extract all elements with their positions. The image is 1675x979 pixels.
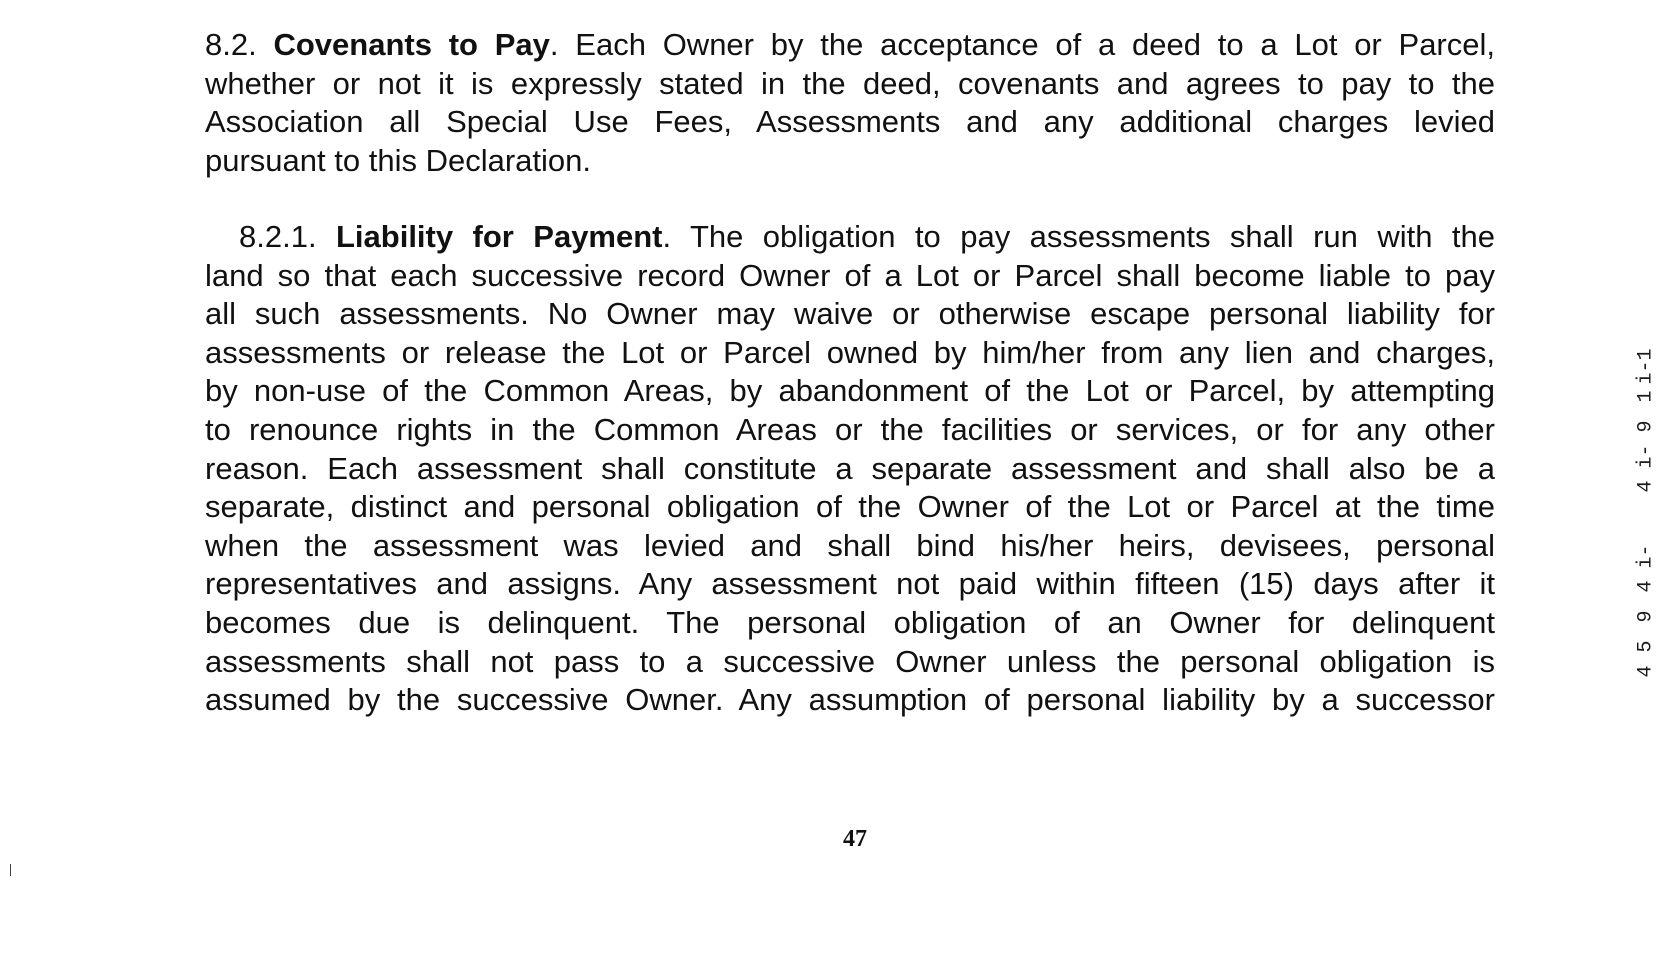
section-8-2-1-line-4: assessments or release the Lot or Parcel owned by him/her from any lien and charges, (205, 334, 1495, 370)
margin-mark (10, 864, 11, 876)
section-8-2-1-paragraph (205, 218, 1495, 720)
section-8-2-1-line-11: becomes due is delinquent. The personal obligation of an Owner for delinquent (205, 604, 1495, 640)
bates-segment: 4 (1634, 665, 1658, 678)
bates-segment: 9 (1634, 420, 1658, 433)
bates-stamp (1628, 348, 1664, 685)
section-8-2-1-heading: Liability for Payment (335, 219, 663, 254)
bates-segment: 4 (1634, 580, 1658, 593)
section-8-2-heading: Covenants to Pay (273, 27, 550, 62)
bates-segment: i- (1634, 444, 1658, 469)
section-8-2-line-1: 8.2. Covenants to Pay. Each Owner by the acceptance of a deed to a Lot or Parcel, (205, 27, 1495, 62)
section-8-2-1-line-1: 8.2.1. Liability for Payment. The obligation to pay assessments shall run with the (239, 219, 1495, 254)
section-8-2-number: 8.2. (205, 27, 257, 62)
bates-segment: 1 (1634, 390, 1658, 403)
section-8-2-1-line-12: assessments shall not pass to a successive Owner unless the personal obligation is (205, 643, 1495, 679)
section-8-2-1-line-5: by non-use of the Common Areas, by abandonment of the Lot or Parcel, by attempting (205, 373, 1495, 409)
section-8-2-1-line-3: all such assessments. No Owner may waive or otherwise escape personal liability for (205, 296, 1495, 332)
bates-segment: i- (1634, 544, 1658, 569)
section-8-2-1-line-2: land so that each successive record Owner of a Lot or Parcel shall become liable to pay (205, 257, 1495, 293)
bates-segment: i-1 (1634, 348, 1658, 385)
section-8-2-1-line-7: reason. Each assessment shall constitute a separate assessment and shall also be a (205, 450, 1495, 486)
section-8-2-1-line-10: representatives and assigns. Any assessment not paid within fifteen (15) days after it (205, 566, 1495, 602)
section-8-2-1-line-9: when the assessment was levied and shall bind his/her heirs, devisees, personal (205, 527, 1495, 563)
bates-segment: 4 (1634, 480, 1658, 493)
section-8-2-line-2: whether or not it is expressly stated in the deed, covenants and agrees to pay to the (205, 65, 1495, 101)
section-8-2-1-line-6: to renounce rights in the Common Areas or the facilities or services, or for any other (205, 411, 1495, 447)
bates-segment: 5 (1634, 640, 1658, 653)
section-8-2-line-4: pursuant to this Declaration. (205, 142, 591, 178)
section-8-2-1-line-8: separate, distinct and personal obligation of the Owner of the Lot or Parcel at the time (205, 489, 1495, 525)
section-8-2-1-line-13: assumed by the successive Owner. Any assumption of personal liability by a successor (205, 682, 1495, 718)
bates-segment: 9 (1634, 610, 1658, 623)
page-number: 47 (843, 826, 867, 852)
section-8-2-line-3: Association all Special Use Fees, Assessments and any additional charges levied (205, 104, 1495, 140)
section-8-2-1-number: 8.2.1. (239, 219, 317, 254)
section-8-2-paragraph (205, 26, 1495, 180)
